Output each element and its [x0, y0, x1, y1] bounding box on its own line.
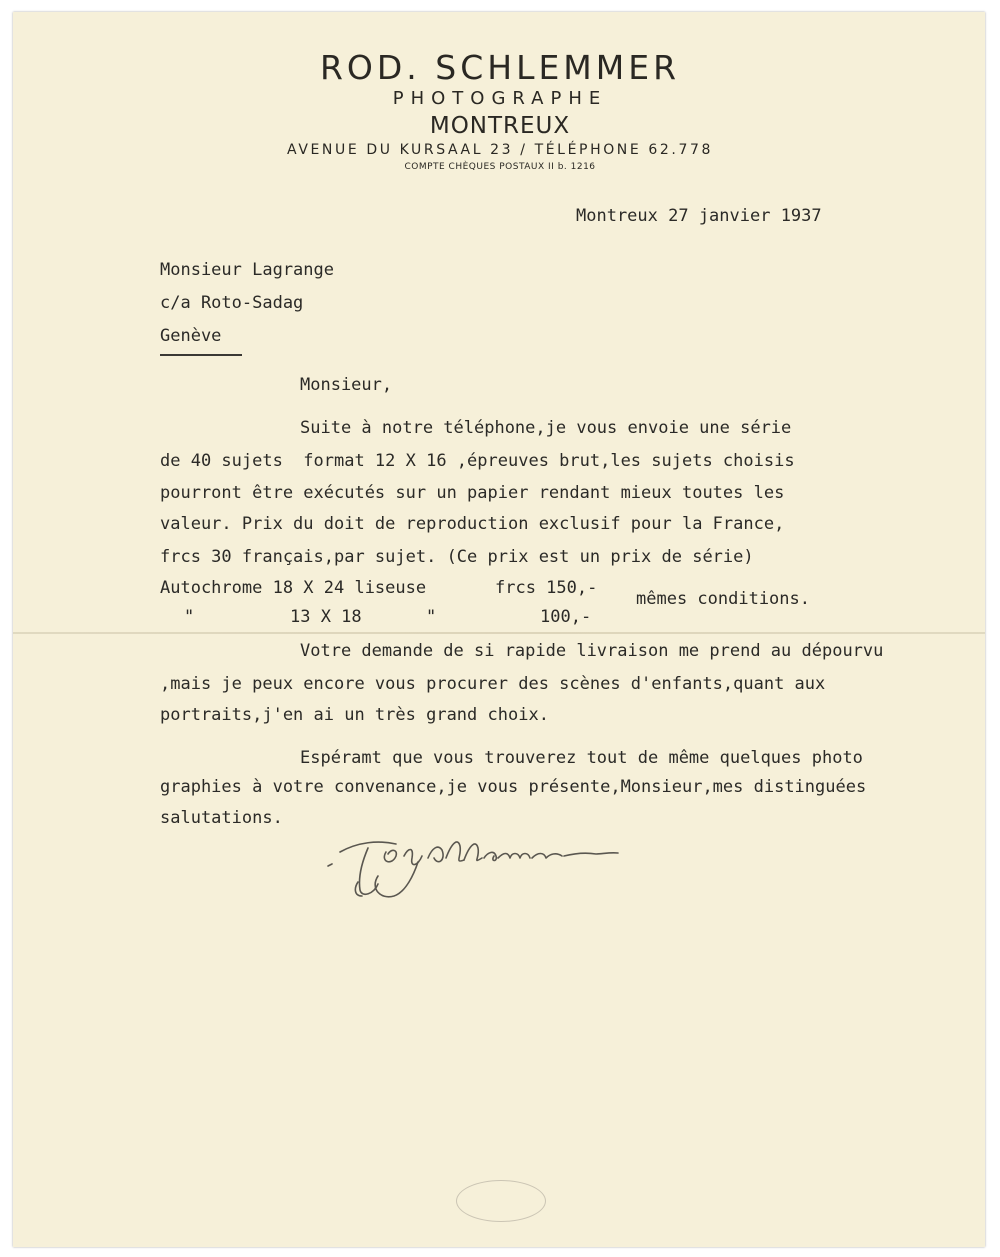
faint-oval-stamp [456, 1180, 546, 1222]
recipient-company: c/a Roto-Sadag [160, 293, 304, 313]
price-item-autochrome: Autochrome 18 X 24 liseuse [160, 578, 427, 598]
body-line: de 40 sujets format 12 X 16 ,épreuves brut,les sujets choisis [160, 451, 795, 471]
letterhead-account: COMPTE CHÈQUES POSTAUX II b. 1216 [404, 162, 596, 172]
letterhead-address: AVENUE DU KURSAAL 23 / TÉLÉPHONE 62.778 [287, 142, 713, 158]
price-value-150: frcs 150,- [495, 578, 598, 598]
recipient-underline [160, 354, 242, 356]
body-line: ,mais je peux encore vous procurer des scènes d'enfants,quant aux [160, 674, 826, 694]
price-conditions: mêmes conditions. [636, 589, 810, 609]
body-line: Votre demande de si rapide livraison me prend au dépourvu [300, 641, 884, 661]
letter-sheet [13, 12, 985, 1247]
ditto-mark: " [184, 607, 195, 627]
recipient-city: Genève [160, 326, 222, 346]
ditto-mark: " [426, 607, 437, 627]
body-line: frcs 30 français,par sujet. (Ce prix est un prix de série) [160, 547, 754, 567]
paper-fold-crease [13, 632, 985, 634]
handwritten-signature [318, 822, 628, 902]
body-line: pourront être exécutés sur un papier rendant mieux toutes les [160, 483, 785, 503]
letterhead-profession: PHOTOGRAPHE [392, 88, 608, 109]
date-line: Montreux 27 janvier 1937 [576, 206, 822, 226]
body-line: salutations. [160, 808, 283, 828]
body-line: Espéramt que vous trouverez tout de même quelques photo [300, 748, 863, 768]
price-value-100: 100,- [540, 607, 592, 627]
recipient-name: Monsieur Lagrange [160, 260, 334, 280]
salutation: Monsieur, [300, 375, 393, 395]
letterhead-name: ROD. SCHLEMMER [319, 48, 681, 87]
body-line: Suite à notre téléphone,je vous envoie une série [300, 418, 792, 438]
body-line: portraits,j'en ai un très grand choix. [160, 705, 549, 725]
price-item-13x18: 13 X 18 [290, 607, 362, 627]
body-line: valeur. Prix du doit de reproduction exclusif pour la France, [160, 514, 785, 534]
body-line: graphies à votre convenance,je vous présente,Monsieur,mes distinguées [160, 777, 867, 797]
letterhead-city: MONTREUX [429, 113, 571, 139]
